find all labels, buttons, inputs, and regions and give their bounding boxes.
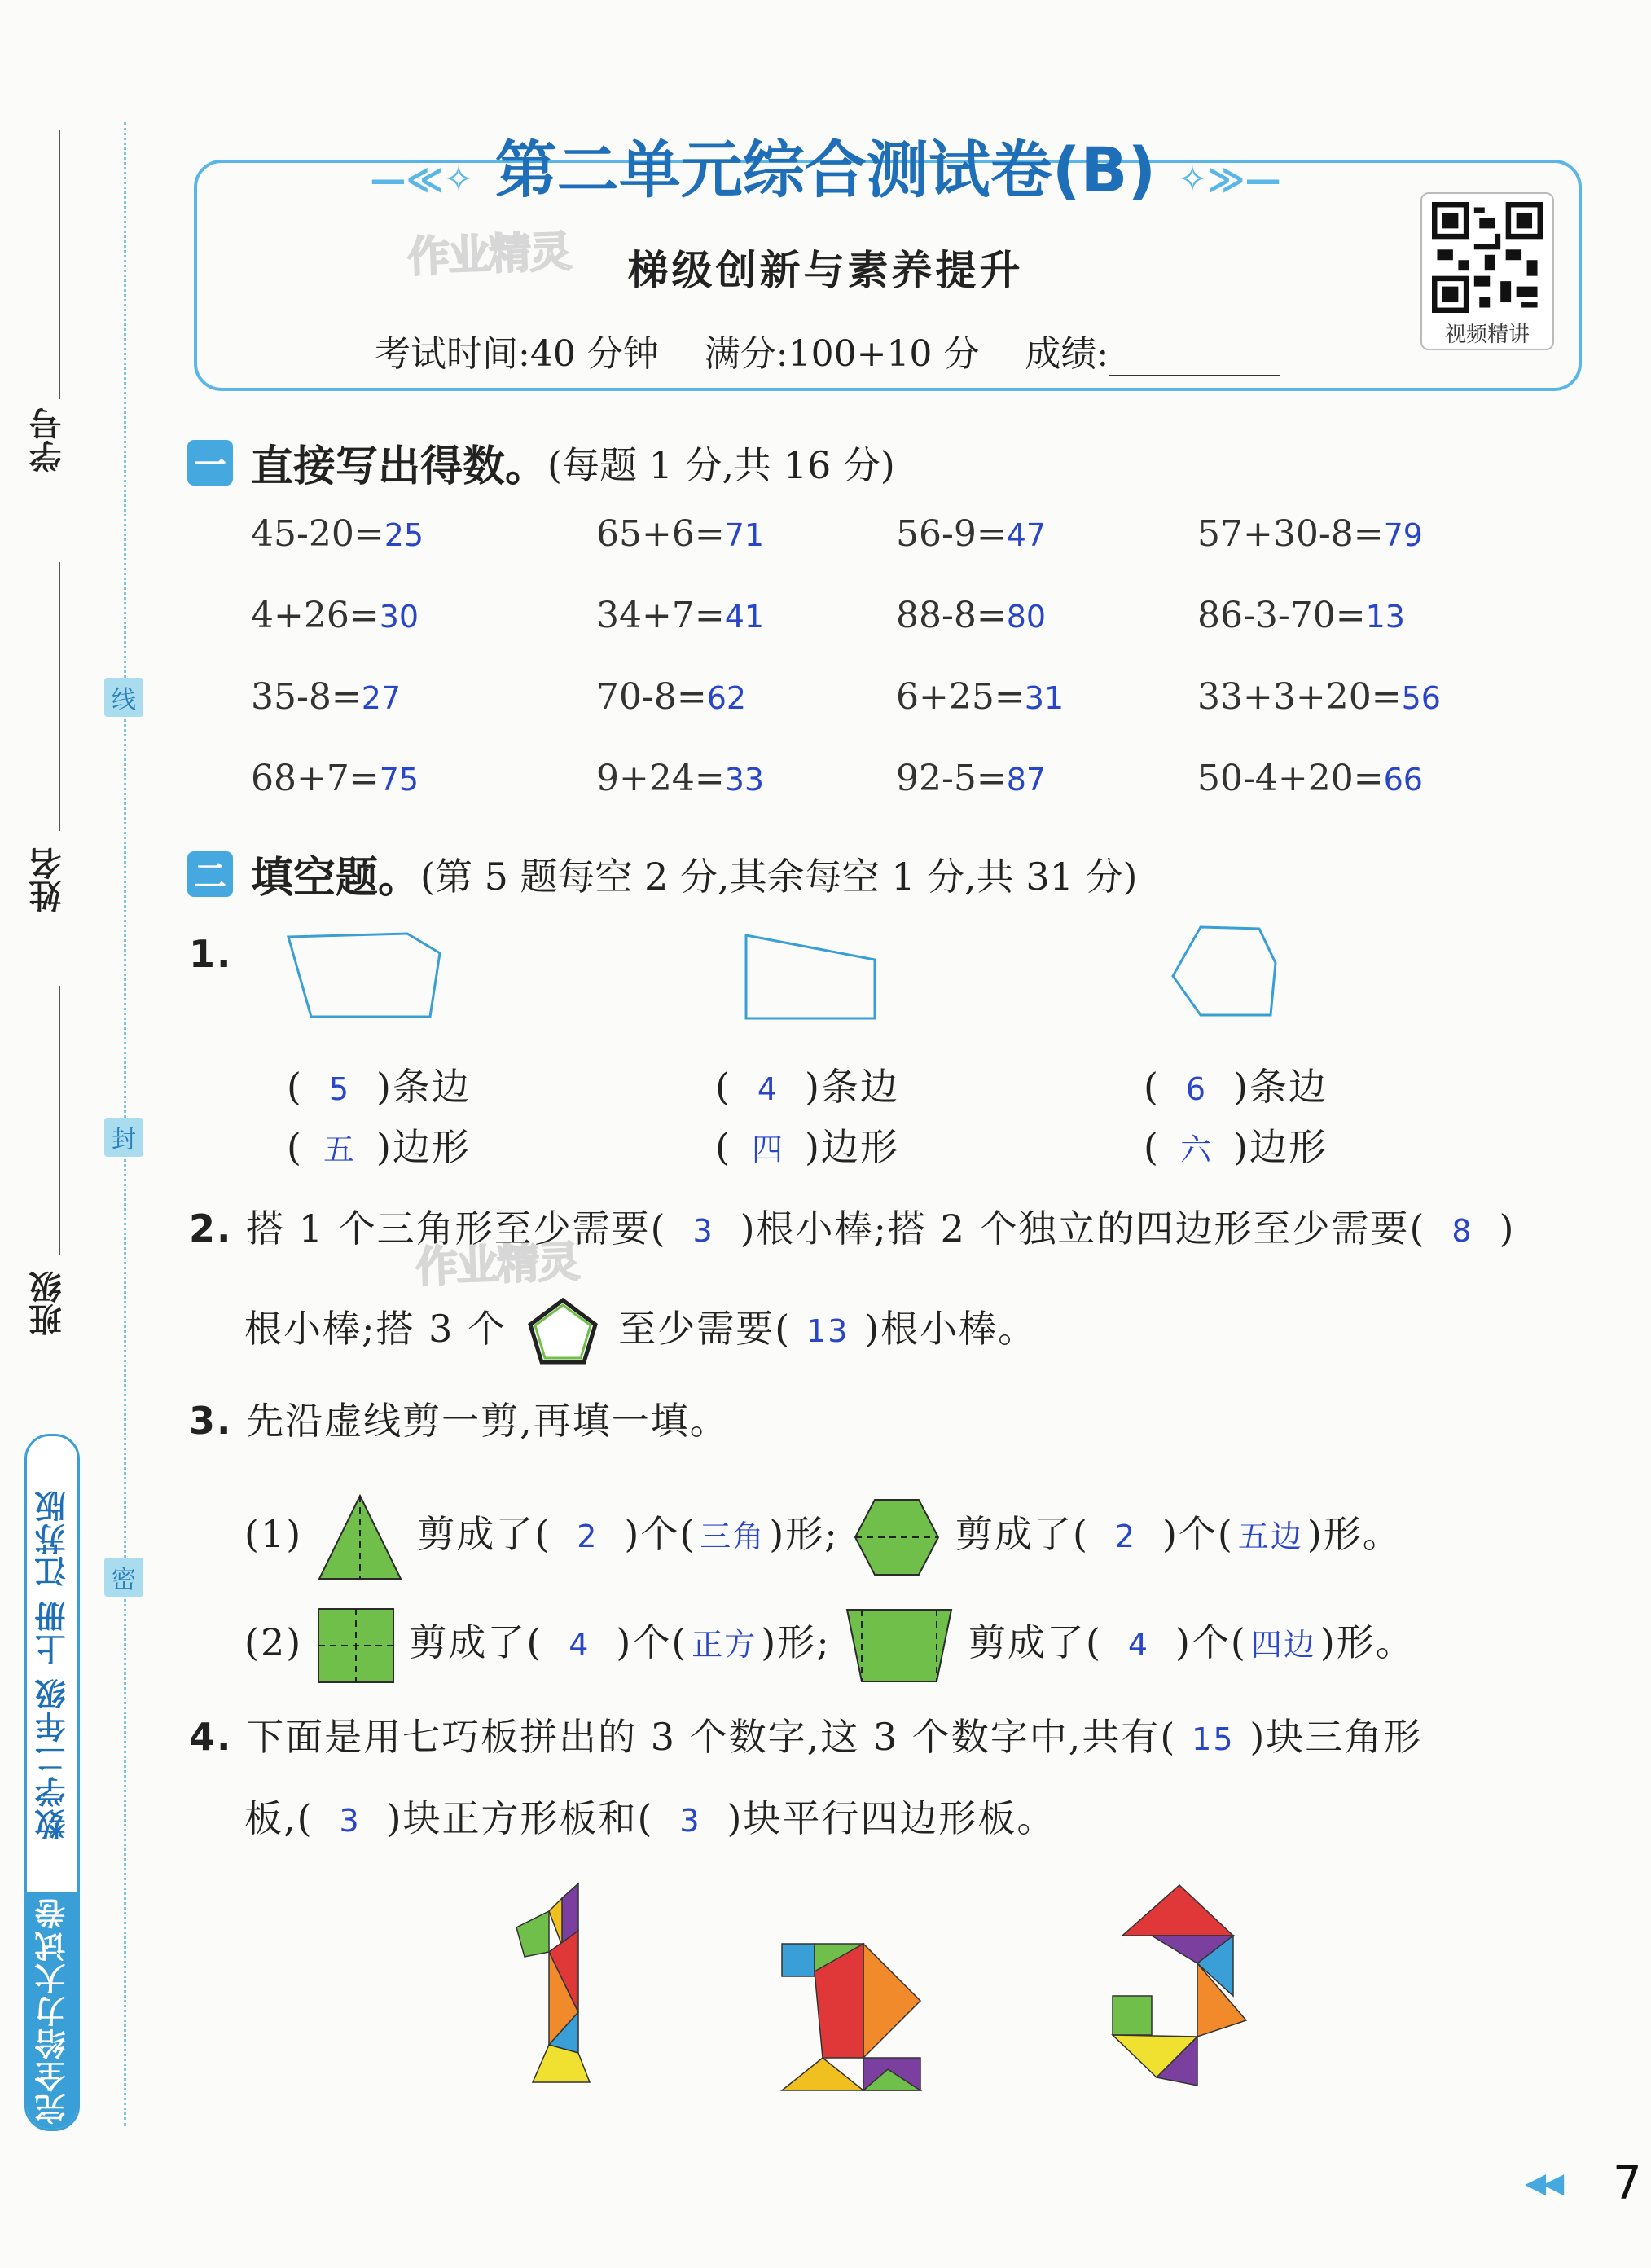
calc-item — [1197, 676, 1441, 718]
section1-note: (每题 1 分,共 16 分) — [547, 442, 895, 487]
full-score: 满分:100+10 分 — [704, 333, 980, 375]
q4-answer-1[interactable]: 15 — [1192, 1721, 1235, 1757]
q3-answer-4-count[interactable]: 4 — [1127, 1627, 1150, 1663]
section2-title: 填空题。 — [251, 854, 421, 903]
pentagon-shape-icon — [277, 921, 456, 1026]
q2-answer-1[interactable]: 3 — [692, 1213, 714, 1249]
q1-answer-kind-3[interactable]: 六 — [1179, 1132, 1213, 1167]
q1-answer-edges-2[interactable]: 4 — [757, 1071, 779, 1107]
calc-expression: 57+30-8= — [1197, 513, 1384, 555]
calc-item — [596, 758, 764, 799]
title-text: 第二单元综合测试卷(B) — [494, 134, 1157, 206]
cut-mark-feng: 封 — [104, 1118, 143, 1157]
watermark-2: 作业精灵 — [415, 1237, 580, 1293]
q4-answer-2[interactable]: 3 — [339, 1803, 361, 1839]
calc-expression: 33+3+20= — [1197, 676, 1402, 718]
exam-time: 考试时间:40 分钟 — [375, 333, 659, 375]
title-deco-right-icon: ✧≫— — [1177, 159, 1281, 200]
calc-answer[interactable]: 80 — [1006, 599, 1047, 635]
tangram-digit-2-icon — [774, 1939, 929, 2094]
calc-answer[interactable]: 47 — [1006, 517, 1047, 553]
tangram-digit-3-icon — [1108, 1882, 1254, 2094]
section2-header — [187, 843, 1137, 904]
calc-expression: 9+24= — [596, 758, 725, 799]
calc-expression: 4+26= — [251, 595, 380, 636]
section2-note: (第 5 题每空 2 分,其余每空 1 分,共 31 分) — [420, 854, 1138, 899]
section1-badge: 一 — [187, 440, 233, 486]
calc-expression: 88-8= — [896, 595, 1007, 636]
calc-expression: 45-20= — [251, 513, 384, 555]
calc-answer[interactable]: 79 — [1383, 517, 1423, 553]
cut-mark-xian: 线 — [104, 678, 143, 717]
q3-answer-1-count[interactable]: 2 — [577, 1519, 599, 1554]
calc-answer[interactable]: 33 — [724, 762, 765, 798]
class-line — [59, 986, 60, 1255]
calc-item — [251, 676, 401, 718]
exam-info — [375, 324, 1280, 376]
score-blank[interactable] — [1109, 342, 1280, 376]
q1-shape1-edges: ( 5 )条边 — [287, 1065, 471, 1109]
q1-shape1-kind: ( 五 )边形 — [287, 1125, 471, 1169]
pentagon-stick-icon — [524, 1295, 602, 1369]
calc-answer[interactable]: 41 — [724, 599, 765, 635]
section1-title: 直接写出得数。 — [251, 442, 548, 491]
calc-expression: 35-8= — [251, 676, 362, 718]
calc-expression: 34+7= — [596, 595, 725, 636]
calc-answer[interactable]: 56 — [1401, 680, 1441, 716]
q4-line2: 板,( 3 )块正方形板和( 3 )块平行四边形板。 — [244, 1796, 1056, 1840]
score-label: 成绩: — [1025, 333, 1109, 375]
q3-answer-2-count[interactable]: 2 — [1114, 1519, 1137, 1554]
student-id-label: 学号 — [29, 407, 67, 472]
calc-expression: 86-3-70= — [1197, 595, 1366, 636]
series-brand-label: 完全给力大试卷 — [34, 1897, 71, 2125]
calc-item — [1197, 758, 1423, 799]
q3-part1: (1) 剪成了( 2 )个( 三角 )形; 剪成了( 2 )个( 五边 )形。 — [244, 1492, 1402, 1582]
calc-answer[interactable]: 27 — [361, 680, 402, 716]
calc-item — [896, 758, 1046, 799]
calc-expression: 65+6= — [596, 513, 725, 555]
q1-answer-kind-2[interactable]: 四 — [751, 1132, 784, 1167]
series-label — [24, 1434, 80, 2131]
class-label: 班级 — [29, 1271, 67, 1336]
qr-caption: 视频精讲 — [1444, 323, 1530, 347]
q3-answer-1-shape[interactable]: 三角 — [700, 1519, 766, 1554]
calc-expression: 50-4+20= — [1197, 758, 1384, 799]
calc-item — [896, 676, 1064, 718]
calc-item — [251, 758, 419, 799]
q3-answer-3-shape[interactable]: 正方 — [692, 1627, 757, 1663]
q4-line1: 4. 下面是用七巧板拼出的 3 个数字,这 3 个数字中,共有( 15 )块三角形 — [189, 1715, 1423, 1759]
calc-item — [596, 513, 764, 555]
q3-answer-4-shape[interactable]: 四边 — [1250, 1627, 1316, 1663]
q4-answer-3[interactable]: 3 — [679, 1803, 701, 1839]
name-label: 姓名 — [29, 847, 67, 912]
calc-answer[interactable]: 13 — [1365, 599, 1405, 635]
page-title — [0, 121, 1651, 209]
page-subtitle: 梯级创新与素养提升 — [627, 247, 1024, 294]
section2-badge: 二 — [187, 851, 233, 897]
calc-expression: 70-8= — [596, 676, 707, 718]
calc-item — [251, 513, 424, 555]
calc-item — [1197, 595, 1405, 636]
page-arrows-icon: ◀◀ — [1525, 2167, 1561, 2200]
cut-mark-mi: 密 — [104, 1558, 143, 1597]
calc-answer[interactable]: 62 — [706, 680, 747, 716]
calc-expression: 56-9= — [896, 513, 1007, 555]
q2-line2: 根小棒;搭 3 个 至少需要( 13 )根小棒。 — [244, 1295, 1037, 1369]
calc-answer[interactable]: 71 — [724, 517, 765, 553]
watermark: 作业精灵 — [406, 227, 572, 283]
tangram-digit-1-icon — [505, 1882, 595, 2086]
q1-shape3-kind: ( 六 )边形 — [1144, 1125, 1328, 1169]
triangle-cut-icon — [316, 1492, 404, 1582]
series-grade-label: 数学二年级 上册 江苏版 — [34, 1488, 71, 1840]
q1-shape3-edges: ( 6 )条边 — [1144, 1065, 1328, 1109]
calc-item — [251, 595, 419, 636]
calc-item — [596, 676, 746, 718]
calc-expression: 6+25= — [896, 676, 1025, 718]
q1-answer-kind-1[interactable]: 五 — [323, 1132, 356, 1167]
calc-answer[interactable]: 75 — [379, 762, 419, 798]
q2-answer-2[interactable]: 8 — [1451, 1213, 1473, 1249]
calc-answer[interactable]: 30 — [379, 599, 419, 635]
q1-shape2-edges: ( 4 )条边 — [715, 1065, 899, 1109]
q3-part2: (2) 剪成了( 4 )个( 正方 )形; 剪成了( 4 )个( 四边 )形。 — [244, 1606, 1415, 1685]
calc-item — [896, 595, 1046, 636]
q1-answer-edges-3[interactable]: 6 — [1185, 1071, 1208, 1107]
q3-answer-3-count[interactable]: 4 — [569, 1627, 591, 1663]
q1-answer-edges-1[interactable]: 5 — [328, 1071, 351, 1107]
calc-expression: 68+7= — [251, 758, 380, 799]
calc-item — [596, 595, 764, 636]
q2-line1: 2. 搭 1 个三角形至少需要( 3 )根小棒;搭 2 个独立的四边形至少需要( 8 ) — [189, 1207, 1516, 1250]
name-line — [59, 562, 60, 831]
q1-number: 1. — [189, 932, 233, 976]
qr-code[interactable] — [1420, 192, 1554, 350]
calc-item — [896, 513, 1046, 555]
q3-answer-2-shape[interactable]: 五边 — [1237, 1519, 1303, 1554]
calc-answer[interactable]: 66 — [1383, 762, 1423, 798]
trapezoid-cut-icon — [844, 1606, 955, 1685]
square-cut-icon — [316, 1606, 396, 1685]
hexagon-cut-icon — [852, 1497, 942, 1578]
quadrilateral-shape-icon — [733, 927, 888, 1025]
page-number: 7 — [1613, 2157, 1642, 2210]
calc-answer[interactable]: 25 — [384, 517, 424, 553]
section1-header — [187, 432, 895, 493]
qr-icon — [1432, 202, 1543, 313]
q1-shape2-kind: ( 四 )边形 — [715, 1125, 899, 1169]
hexagon-shape-icon — [1165, 922, 1287, 1028]
q3-line: 3. 先沿虚线剪一剪,再填一填。 — [189, 1399, 729, 1443]
q2-answer-3[interactable]: 13 — [806, 1313, 850, 1349]
calc-answer[interactable]: 31 — [1024, 680, 1065, 716]
calc-answer[interactable]: 87 — [1006, 762, 1047, 798]
calc-item — [1197, 513, 1423, 555]
calc-expression: 92-5= — [896, 758, 1007, 799]
title-deco-left-icon: —≪✧ — [370, 159, 474, 200]
